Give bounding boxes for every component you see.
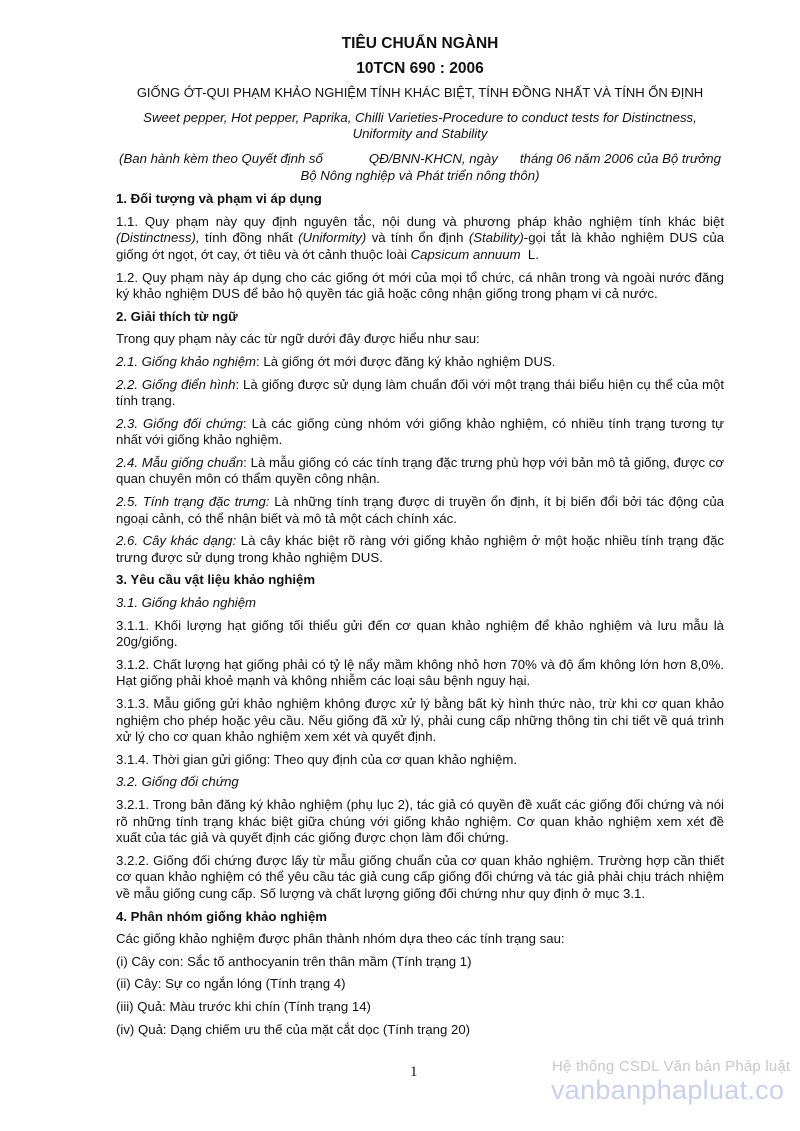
definition-term: 2.6. Cây khác dạng: (116, 533, 237, 549)
decree-part-c: tháng 06 năm 2006 của Bộ trưởng Bộ Nông nghiệp và Phát triển nông thôn) (300, 150, 721, 183)
page-number: 1 (410, 1064, 418, 1080)
text-run: 1.1. Quy phạm này quy định nguyên tắc, nội dung và phương pháp khảo nghiệm tính khác biệt (116, 213, 724, 229)
definition-text: Là những tính trạng được di truyền ổn định, ít bị biến đổi bởi tác động của ngoại cảnh, có thể nhận biết và mô tả một cách chính xác. (116, 494, 724, 526)
section-1-heading: 1. Đối tượng và phạm vi áp dụng (116, 191, 322, 207)
text-run-italic: (Uniformity) (298, 230, 367, 246)
section-4-intro: Các giống khảo nghiệm được phân thành nhóm dựa theo các tính trạng sau: (116, 931, 565, 947)
paragraph-3-2-1: 3.2.1. Trong bản đăng ký khảo nghiệm (phụ lục 2), tác giả có quyền đề xuất các giống đối chứng và nói rõ những tính trạng khác biệt giữa chúng với giống khảo nghiệm. Cơ quan khảo nghiệm xem xét đề xuất của tác giả và quyết định các giống được chọn làm đối chứng. (116, 796, 724, 846)
text-run: và tính ổn định (371, 230, 464, 246)
watermark-caption: Hệ thống CSDL Văn bản Pháp luật (552, 1058, 791, 1075)
definition-2-4 (116, 455, 724, 488)
species-name: Capsicum annuum (410, 246, 521, 262)
definition-text: : Là giống ớt mới được đăng ký khảo nghiệm DUS. (256, 353, 556, 369)
definition-text: : Là giống được sử dụng làm chuẩn đối với một trạng thái biểu hiện cụ thể của một tính trạng. (116, 376, 725, 409)
subsection-3-2-heading: 3.2. Giống đối chứng (116, 774, 239, 790)
grouping-item: (ii) Cây: Sự co ngắn lóng (Tính trạng 4) (116, 976, 346, 992)
paragraph-1-1 (116, 214, 724, 264)
grouping-item: (i) Cây con: Sắc tố anthocyanin trên thân mầm (Tính trạng 1) (116, 953, 472, 969)
definition-2-3 (116, 416, 724, 449)
section-4-heading: 4. Phân nhóm giống khảo nghiệm (116, 908, 328, 924)
text-run-italic: (Stability) (468, 230, 524, 246)
subsection-3-1-heading: 3.1. Giống khảo nghiệm (116, 595, 257, 611)
decree-note (116, 151, 724, 184)
grouping-item: (iv) Quả: Dạng chiếm ưu thế của mặt cắt dọc (Tính trạng 20) (116, 1021, 471, 1037)
section-2-intro: Trong quy phạm này các từ ngữ dưới đây được hiểu như sau: (116, 331, 480, 347)
definition-term: 2.3. Giống đối chứng (116, 415, 243, 431)
standard-code: 10TCN 690 : 2006 (356, 59, 484, 77)
definition-term: 2.2. Giống điển hình (116, 376, 236, 392)
decree-part-a: (Ban hành kèm theo Quyết định số (119, 150, 323, 166)
definition-term: 2.1. Giống khảo nghiệm (116, 353, 257, 369)
definition-2-6 (116, 533, 724, 566)
english-subtitle: Sweet pepper, Hot pepper, Paprika, Chilli Varieties-Procedure to conduct tests for Distinctness, Uniformity and Stability (143, 109, 697, 142)
paragraph-3-1-1: 3.1.1. Khối lượng hạt giống tối thiểu gửi đến cơ quan khảo nghiệm để khảo nghiệm và lưu mẫu là 20g/giống. (116, 617, 724, 650)
paragraph-1-2: 1.2. Quy phạm này áp dụng cho các giống ớt mới của mọi tổ chức, cá nhân trong và ngoài nước đăng ký khảo nghiệm DUS để bảo hộ quyền tác giả hoặc công nhận giống trong phạm vi cả nước. (116, 269, 724, 302)
document-page (116, 36, 724, 1044)
definition-2-1 (116, 354, 724, 371)
watermark-site: vanbanphapluat.co (551, 1075, 785, 1105)
section-2-heading: 2. Giải thích từ ngữ (116, 308, 238, 324)
definition-text: : Là mẫu giống có các tính trạng đặc trưng phù hợp với bản mô tả giống, được cơ quan chuyên môn có thẩm quyền công nhận. (116, 454, 724, 487)
paragraph-3-1-2: 3.1.2. Chất lượng hạt giống phải có tỷ lệ nẩy mầm không nhỏ hơn 70% và độ ẩm không lớn hơn 8,0%. Hạt giống phải khoẻ mạnh và không nhiễm các loại sâu bệnh nguy hại. (116, 656, 724, 689)
grouping-item: (iii) Quả: Màu trước khi chín (Tính trạng 14) (116, 998, 371, 1014)
definition-text: Là cây khác biệt rõ ràng với giống khảo nghiệm ở một hoặc nhiều tính trạng đặc trưng được sử dụng trong khảo nghiệm DUS. (116, 533, 724, 565)
paragraph-3-1-3: 3.1.3. Mẫu giống gửi khảo nghiệm không được xử lý bằng bất kỳ hình thức nào, trừ khi cơ quan khảo nghiệm cho phép hoặc yêu cầu. Nếu giống đã xử lý, phải cung cấp những thông tin chi tiết về quá trình xử lý cho cơ quan khảo nghiệm xem xét và quyết định. (116, 696, 724, 745)
standard-category-title: TIÊU CHUẨN NGÀNH (341, 35, 499, 52)
paragraph-3-1-4: 3.1.4. Thời gian gửi giống: Theo quy định của cơ quan khảo nghiệm. (116, 751, 518, 767)
text-run-italic: (Distinctness), (116, 230, 200, 246)
text-run: tính đồng nhất (204, 230, 293, 246)
standard-title: GIỐNG ỚT-QUI PHẠM KHẢO NGHIỆM TÍNH KHÁC BIỆT, TÍNH ĐỒNG NHẤT VÀ TÍNH ỔN ĐỊNH (136, 85, 704, 101)
definition-2-5 (116, 494, 724, 527)
text-run: -gọi tắt là khảo nghiệm DUS của giống ớt ngọt, ớt cay, ớt tiêu và ớt cảnh thuộc loài (116, 230, 725, 262)
paragraph-3-2-2: 3.2.2. Giống đối chứng được lấy từ mẫu giống chuẩn của cơ quan khảo nghiệm. Trường hợp cần thiết cơ quan khảo nghiệm có thể yêu cầu tác giả cung cấp giống đối chứng và tác giả phải chịu trách nhiệm về mẫu giống cung cấp. Số lượng và chất lượng giống đối chứng như quy định ở mục 3.1. (116, 852, 724, 901)
definition-term: 2.4. Mẫu giống chuẩn (116, 454, 244, 470)
text-run: L. (527, 246, 539, 262)
definition-term: 2.5. Tính trạng đặc trưng: (116, 494, 270, 510)
definition-2-2 (116, 377, 724, 410)
section-3-heading: 3. Yêu cầu vật liệu khảo nghiệm (116, 572, 316, 588)
decree-part-b: QĐ/BNN-KHCN, ngày (368, 150, 498, 166)
definition-text: : Là các giống cùng nhóm với giống khảo nghiệm, có nhiều tính trạng tương tự nhất với giống khảo nghiệm. (116, 415, 724, 448)
